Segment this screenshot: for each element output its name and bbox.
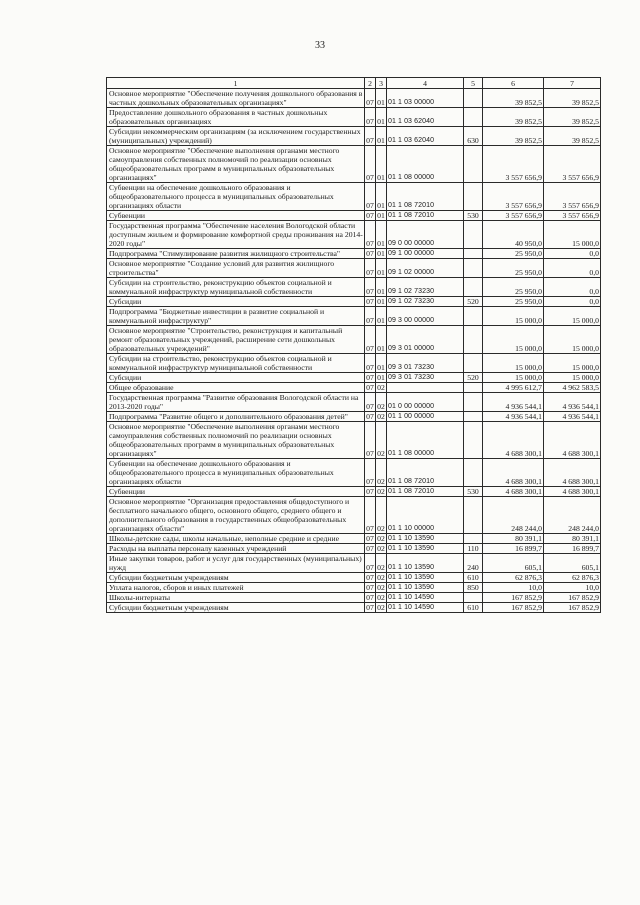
- section-cell: 07: [366, 603, 374, 612]
- subsection-cell: 01: [376, 326, 387, 354]
- table-row: [107, 459, 601, 487]
- amount-year1-cell: 80 391,1: [483, 534, 544, 544]
- table-row: [107, 221, 601, 249]
- row-name-cell: Субсидии бюджетным учреждениям: [107, 573, 365, 583]
- amount-year1-cell: 39 852,5: [483, 127, 544, 146]
- table-row: [107, 603, 601, 613]
- amount-year1-cell: 4 936 544,1: [483, 393, 544, 412]
- expense-type-cell: [464, 249, 483, 259]
- section-cell: 07: [366, 211, 374, 220]
- section-cell: 07: [366, 573, 374, 582]
- row-name-cell: Предоставление дошкольного образования в частных дошкольных образовательных организациях: [107, 108, 365, 127]
- expense-type-cell: 110: [464, 544, 483, 554]
- row-name-cell: Субсидии: [107, 373, 365, 383]
- target-article-cell: 01 1 03 62040: [387, 108, 464, 127]
- amount-year2-cell: 3 557 656,9: [544, 146, 601, 183]
- row-name-cell: Общее образование: [107, 383, 365, 393]
- subsection-cell: 01: [377, 297, 385, 306]
- amount-year2-cell: 605,1: [544, 554, 601, 573]
- subsection-cell: 02: [377, 544, 385, 553]
- table-row: [107, 383, 601, 393]
- amount-year1-cell: 4 688 300,1: [483, 459, 544, 487]
- section-cell: 07: [365, 354, 376, 373]
- amount-year2-cell: 80 391,1: [544, 534, 601, 544]
- subsection-cell: 02: [376, 459, 387, 487]
- table-row: [107, 307, 601, 326]
- expense-type-cell: [464, 278, 483, 297]
- expense-type-cell: [464, 108, 483, 127]
- section-cell: 07: [365, 497, 376, 534]
- target-article-cell: 01 1 10 14590: [387, 603, 464, 613]
- amount-year2-cell: 0,0: [544, 249, 601, 259]
- amount-year2-cell: 62 876,3: [544, 573, 601, 583]
- subsection-cell: 02: [377, 383, 385, 392]
- row-name-cell: Основное мероприятие "Обеспечение выполнения органами местного самоуправления собственных полномочий по реализации основных общеобразовательных программ в муниципальных образовательных организациях": [107, 146, 365, 183]
- subsection-cell: 01: [376, 146, 387, 183]
- amount-year2-cell: 3 557 656,9: [544, 183, 601, 211]
- table-row: [107, 487, 601, 497]
- section-cell: 07: [365, 259, 376, 278]
- section-cell: 07: [366, 297, 374, 306]
- section-cell: 07: [366, 412, 374, 421]
- amount-year2-cell: 10,0: [544, 583, 601, 593]
- amount-year2-cell: 248 244,0: [544, 497, 601, 534]
- row-name-cell: Субвенции: [107, 211, 365, 221]
- expense-type-cell: [464, 593, 483, 603]
- section-cell: 07: [366, 593, 374, 602]
- expense-type-cell: [464, 459, 483, 487]
- amount-year1-cell: 605,1: [483, 554, 544, 573]
- amount-year1-cell: 39 852,5: [483, 108, 544, 127]
- amount-year1-cell: 15 000,0: [483, 354, 544, 373]
- row-name-cell: Основное мероприятие "Создание условий для развития жилищного строительства": [107, 259, 365, 278]
- row-name-cell: Субсидии: [107, 297, 365, 307]
- expense-type-cell: [464, 259, 483, 278]
- table-row: [107, 211, 601, 221]
- target-article-cell: 01 1 08 72010: [387, 459, 464, 487]
- section-cell: 07: [366, 373, 374, 382]
- amount-year1-cell: 3 557 656,9: [483, 211, 544, 221]
- table-row: [107, 544, 601, 554]
- col-header-6: 6: [483, 78, 544, 89]
- target-article-cell: 01 1 03 00000: [387, 89, 464, 108]
- row-name-cell: Субсидии на строительство, реконструкцию объектов социальной и коммунальной инфраструктур муниципальной собственности: [107, 354, 365, 373]
- table-row: [107, 354, 601, 373]
- row-name-cell: Подпрограмма "Развитие общего и дополнительного образования детей": [107, 412, 365, 422]
- amount-year2-cell: 4 936 544,1: [544, 393, 601, 412]
- table-row: [107, 373, 601, 383]
- subsection-cell: 02: [376, 393, 387, 412]
- amount-year1-cell: 167 852,9: [483, 593, 544, 603]
- amount-year2-cell: 39 852,5: [544, 89, 601, 108]
- amount-year1-cell: 10,0: [483, 583, 544, 593]
- row-name-cell: Субвенции: [107, 487, 365, 497]
- target-article-cell: 09 1 02 73230: [387, 297, 464, 307]
- section-cell: 07: [365, 422, 376, 459]
- row-name-cell: Основное мероприятие "Обеспечение получения дошкольного образования в частных дошкольных образовательных организациях": [107, 89, 365, 108]
- subsection-cell: 01: [376, 354, 387, 373]
- table-row: [107, 412, 601, 422]
- row-name-cell: Основное мероприятие "Организация предоставления общедоступного и бесплатного начального общего, основного общего, среднего общего и дополнительного образования в государственных общеобразовательных организациях области": [107, 497, 365, 534]
- table-row: [107, 593, 601, 603]
- target-article-cell: 01 1 10 14590: [387, 593, 464, 603]
- expense-type-cell: [464, 497, 483, 534]
- expense-type-cell: [464, 422, 483, 459]
- row-name-cell: Государственная программа "Развитие образования Вологодской области на 2013-2020 годы": [107, 393, 365, 412]
- page-number: 33: [315, 40, 325, 51]
- expense-type-cell: 520: [464, 297, 483, 307]
- amount-year1-cell: 62 876,3: [483, 573, 544, 583]
- row-name-cell: Субсидии на строительство, реконструкцию объектов социальной и коммунальной инфраструктур муниципальной собственности: [107, 278, 365, 297]
- col-header-7: 7: [544, 78, 601, 89]
- amount-year1-cell: 4 688 300,1: [483, 422, 544, 459]
- table-row: [107, 259, 601, 278]
- amount-year2-cell: 4 688 300,1: [544, 487, 601, 497]
- amount-year2-cell: 3 557 656,9: [544, 211, 601, 221]
- expense-type-cell: 630: [464, 127, 483, 146]
- section-cell: 07: [365, 459, 376, 487]
- target-article-cell: 01 1 08 72010: [387, 487, 464, 497]
- amount-year2-cell: 15 000,0: [544, 221, 601, 249]
- target-article-cell: 01 1 10 13590: [387, 583, 464, 593]
- target-article-cell: 01 1 10 13590: [387, 534, 464, 544]
- amount-year1-cell: 25 950,0: [483, 297, 544, 307]
- expense-type-cell: [464, 89, 483, 108]
- col-header-5: 5: [464, 78, 483, 89]
- expense-type-cell: 530: [464, 211, 483, 221]
- section-cell: 07: [366, 534, 374, 543]
- amount-year1-cell: 40 950,0: [483, 221, 544, 249]
- amount-year2-cell: 4 688 300,1: [544, 422, 601, 459]
- section-cell: 07: [365, 278, 376, 297]
- amount-year1-cell: 4 936 544,1: [483, 412, 544, 422]
- amount-year1-cell: 248 244,0: [483, 497, 544, 534]
- section-cell: 07: [366, 487, 374, 496]
- expense-type-cell: [464, 183, 483, 211]
- subsection-cell: 02: [376, 497, 387, 534]
- target-article-cell: 09 0 00 00000: [387, 221, 464, 249]
- amount-year2-cell: 167 852,9: [544, 593, 601, 603]
- section-cell: 07: [365, 89, 376, 108]
- amount-year1-cell: 3 557 656,9: [483, 146, 544, 183]
- section-cell: 07: [365, 554, 376, 573]
- amount-year2-cell: 16 899,7: [544, 544, 601, 554]
- amount-year2-cell: 4 688 300,1: [544, 459, 601, 487]
- target-article-cell: 09 1 02 00000: [387, 259, 464, 278]
- subsection-cell: 02: [377, 412, 385, 421]
- target-article-cell: 09 3 01 73230: [387, 373, 464, 383]
- subsection-cell: 01: [377, 249, 385, 258]
- amount-year1-cell: 15 000,0: [483, 373, 544, 383]
- target-article-cell: 09 3 01 00000: [387, 326, 464, 354]
- target-article-cell: 01 1 10 00000: [387, 497, 464, 534]
- table-row: [107, 326, 601, 354]
- row-name-cell: Основное мероприятие "Строительство, реконструкция и капитальный ремонт образовательных учреждений, расширение сети дошкольных образовательных учреждений": [107, 326, 365, 354]
- subsection-cell: 02: [376, 554, 387, 573]
- section-cell: 07: [366, 249, 374, 258]
- table-row: [107, 146, 601, 183]
- target-article-cell: 01 1 03 62040: [387, 127, 464, 146]
- amount-year2-cell: 0,0: [544, 259, 601, 278]
- amount-year2-cell: 15 000,0: [544, 354, 601, 373]
- section-cell: 07: [365, 307, 376, 326]
- target-article-cell: 09 1 00 00000: [387, 249, 464, 259]
- subsection-cell: 01: [377, 211, 385, 220]
- table-row: [107, 108, 601, 127]
- amount-year1-cell: 15 000,0: [483, 326, 544, 354]
- section-cell: 07: [365, 326, 376, 354]
- row-name-cell: Субвенции на обеспечение дошкольного образования и общеобразовательного процесса в муниципальных образовательных организациях области: [107, 183, 365, 211]
- amount-year2-cell: 4 962 583,5: [544, 383, 601, 393]
- subsection-cell: 01: [376, 221, 387, 249]
- amount-year2-cell: 4 936 544,1: [544, 412, 601, 422]
- table-row: [107, 89, 601, 108]
- amount-year1-cell: 3 557 656,9: [483, 183, 544, 211]
- table-row: [107, 583, 601, 593]
- row-name-cell: Субвенции на обеспечение дошкольного образования и общеобразовательного процесса в муниципальных образовательных организациях области: [107, 459, 365, 487]
- target-article-cell: 09 3 00 00000: [387, 307, 464, 326]
- expense-type-cell: 850: [464, 583, 483, 593]
- section-cell: 07: [365, 146, 376, 183]
- table-row: [107, 534, 601, 544]
- target-article-cell: 01 1 08 00000: [387, 422, 464, 459]
- amount-year1-cell: 16 899,7: [483, 544, 544, 554]
- amount-year1-cell: 167 852,9: [483, 603, 544, 613]
- expense-type-cell: [464, 354, 483, 373]
- section-cell: 07: [365, 221, 376, 249]
- target-article-cell: 01 1 10 13590: [387, 573, 464, 583]
- subsection-cell: 01: [376, 183, 387, 211]
- expense-type-cell: [464, 393, 483, 412]
- header-row: [107, 78, 601, 89]
- row-name-cell: Школы-интернаты: [107, 593, 365, 603]
- target-article-cell: 09 3 01 73230: [387, 354, 464, 373]
- amount-year1-cell: 25 950,0: [483, 259, 544, 278]
- row-name-cell: Подпрограмма "Бюджетные инвестиции в развитие социальной и коммунальной инфраструктур": [107, 307, 365, 326]
- subsection-cell: 01: [376, 127, 387, 146]
- amount-year1-cell: 39 852,5: [483, 89, 544, 108]
- expense-type-cell: 530: [464, 487, 483, 497]
- table-row: [107, 497, 601, 534]
- target-article-cell: 09 1 02 73230: [387, 278, 464, 297]
- expense-type-cell: [464, 146, 483, 183]
- subsection-cell: 02: [377, 593, 385, 602]
- amount-year2-cell: 0,0: [544, 297, 601, 307]
- amount-year2-cell: 167 852,9: [544, 603, 601, 613]
- subsection-cell: 01: [376, 89, 387, 108]
- table-row: [107, 249, 601, 259]
- table-row: [107, 422, 601, 459]
- amount-year1-cell: 4 995 612,7: [483, 383, 544, 393]
- amount-year2-cell: 15 000,0: [544, 373, 601, 383]
- target-article-cell: 01 1 08 00000: [387, 146, 464, 183]
- col-header-1: 1: [107, 78, 365, 89]
- expense-type-cell: [464, 307, 483, 326]
- subsection-cell: 01: [376, 307, 387, 326]
- table-row: [107, 573, 601, 583]
- amount-year2-cell: 39 852,5: [544, 127, 601, 146]
- row-name-cell: Уплата налогов, сборов и иных платежей: [107, 583, 365, 593]
- subsection-cell: 01: [376, 108, 387, 127]
- col-header-2: 2: [365, 78, 376, 89]
- target-article-cell: [387, 383, 464, 393]
- expense-type-cell: 610: [464, 603, 483, 613]
- section-cell: 07: [366, 544, 374, 553]
- section-cell: 07: [365, 108, 376, 127]
- subsection-cell: 01: [377, 373, 385, 382]
- subsection-cell: 02: [377, 487, 385, 496]
- section-cell: 07: [365, 393, 376, 412]
- subsection-cell: 01: [376, 259, 387, 278]
- expense-type-cell: [464, 221, 483, 249]
- row-name-cell: Основное мероприятие "Обеспечение выполнения органами местного самоуправления собственных полномочий по реализации основных общеобразовательных программ в муниципальных образовательных организациях": [107, 422, 365, 459]
- target-article-cell: 01 1 08 72010: [387, 183, 464, 211]
- table-row: [107, 183, 601, 211]
- table-row: [107, 393, 601, 412]
- row-name-cell: Субсидии бюджетным учреждениям: [107, 603, 365, 613]
- amount-year1-cell: 15 000,0: [483, 307, 544, 326]
- expense-type-cell: 520: [464, 373, 483, 383]
- row-name-cell: Субсидии некоммерческим организациям (за исключением государственных (муниципальных) учреждений): [107, 127, 365, 146]
- table-row: [107, 127, 601, 146]
- expense-type-cell: [464, 534, 483, 544]
- amount-year2-cell: 15 000,0: [544, 326, 601, 354]
- subsection-cell: 02: [377, 534, 385, 543]
- amount-year2-cell: 15 000,0: [544, 307, 601, 326]
- subsection-cell: 02: [377, 603, 385, 612]
- target-article-cell: 01 0 00 00000: [387, 393, 464, 412]
- expense-type-cell: [464, 412, 483, 422]
- table-row: [107, 554, 601, 573]
- section-cell: 07: [366, 583, 374, 592]
- budget-table: [106, 77, 601, 613]
- subsection-cell: 01: [376, 278, 387, 297]
- row-name-cell: Расходы на выплаты персоналу казенных учреждений: [107, 544, 365, 554]
- row-name-cell: Школы-детские сады, школы начальные, неполные средние и средние: [107, 534, 365, 544]
- amount-year2-cell: 39 852,5: [544, 108, 601, 127]
- subsection-cell: 02: [377, 573, 385, 582]
- expense-type-cell: 240: [464, 554, 483, 573]
- target-article-cell: 01 1 10 13590: [387, 544, 464, 554]
- amount-year2-cell: 0,0: [544, 278, 601, 297]
- row-name-cell: Иные закупки товаров, работ и услуг для государственных (муниципальных) нужд: [107, 554, 365, 573]
- table-row: [107, 297, 601, 307]
- expense-type-cell: 610: [464, 573, 483, 583]
- target-article-cell: 01 1 10 13590: [387, 554, 464, 573]
- section-cell: 07: [366, 383, 374, 392]
- amount-year1-cell: 4 688 300,1: [483, 487, 544, 497]
- expense-type-cell: [464, 326, 483, 354]
- row-name-cell: Подпрограмма "Стимулирование развития жилищного строительства": [107, 249, 365, 259]
- subsection-cell: 02: [377, 583, 385, 592]
- table-row: [107, 278, 601, 297]
- col-header-4: 4: [387, 78, 464, 89]
- amount-year1-cell: 25 950,0: [483, 278, 544, 297]
- amount-year1-cell: 25 950,0: [483, 249, 544, 259]
- section-cell: 07: [365, 183, 376, 211]
- section-cell: 07: [365, 127, 376, 146]
- subsection-cell: 02: [376, 422, 387, 459]
- row-name-cell: Государственная программа "Обеспечение населения Вологодской области доступным жильем и формирование комфортной среды проживания на 2014-2020 годы": [107, 221, 365, 249]
- target-article-cell: 01 1 00 00000: [387, 412, 464, 422]
- target-article-cell: 01 1 08 72010: [387, 211, 464, 221]
- col-header-3: 3: [376, 78, 387, 89]
- expense-type-cell: [464, 383, 483, 393]
